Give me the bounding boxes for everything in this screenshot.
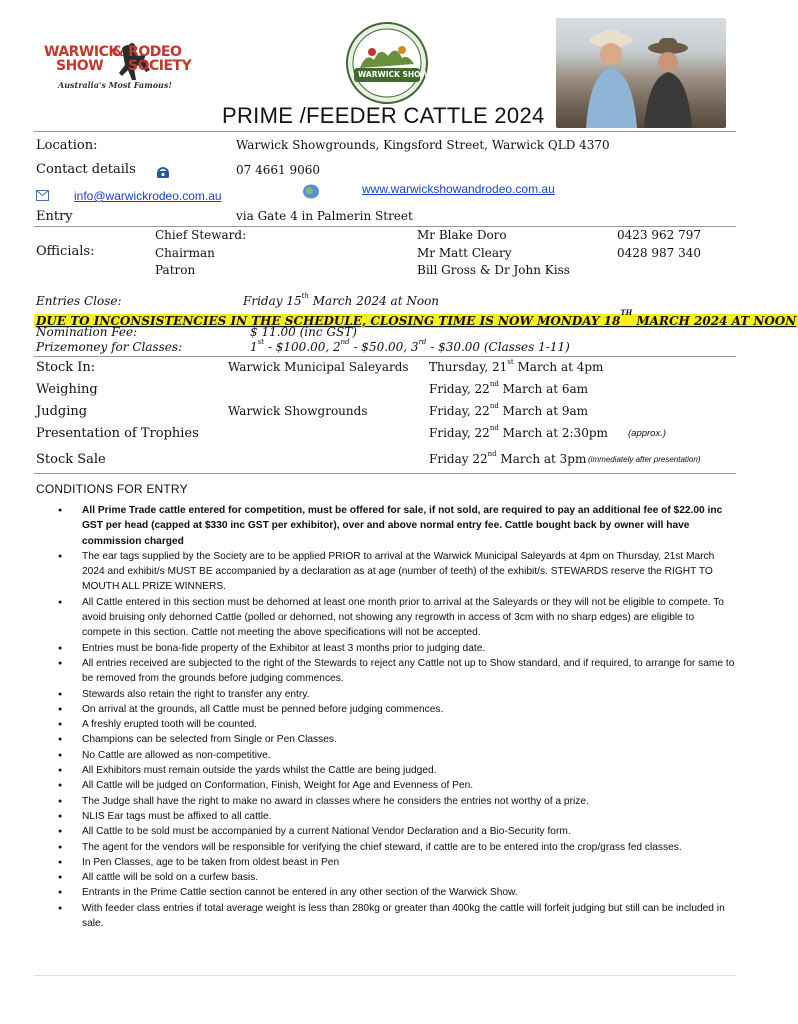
- schedule-label: Stock Sale: [36, 452, 106, 467]
- list-item: ● The ear tags supplied by the Society are to be applied PRIOR to arrival at the Warwick Municipal Saleyards at 4pm on Thursday, 21st March 2024 and exhibit/s MUST BE accompanied by a declaration as at age (number of teeth) of the exhibit/s. STEWARDS reserve the RIGHT TO MOUTH ALL PRIZE WINNERS.: [36, 549, 736, 595]
- entries-close-value: Friday 15th March 2024 at Noon: [243, 292, 440, 308]
- schedule-label: Stock In:: [36, 360, 96, 375]
- footer-divider: [34, 975, 736, 976]
- nomination-value: $ 11.00 (inc GST): [250, 325, 357, 339]
- schedule-divider: [34, 356, 736, 357]
- schedule-label: Weighing: [36, 382, 98, 397]
- prizemoney-label: Prizemoney for Classes:: [36, 340, 183, 354]
- entry-value: via Gate 4 in Palmerin Street: [236, 209, 413, 223]
- list-item: ● Entrants in the Prime Cattle section cannot be entered in any other section of the Warwick Show.: [36, 885, 736, 900]
- list-item: ● All Cattle to be sold must be accompanied by a current National Vendor Declaration and a Bio-Security form.: [36, 824, 736, 839]
- schedule-when: Friday, 22nd March at 2:30pm: [429, 424, 608, 440]
- list-item: ● In Pen Classes, age to be taken from oldest beast in Pen: [36, 855, 736, 870]
- schedule-when: Friday 22nd March at 3pm: [429, 450, 587, 466]
- list-item: ● All cattle will be sold on a curfew basis.: [36, 870, 736, 885]
- conditions-list: [36, 503, 736, 931]
- logo-word-3: SHOW: [56, 58, 104, 74]
- phone-number: 07 4661 9060: [236, 163, 320, 177]
- conditions-heading: CONDITIONS FOR ENTRY: [36, 482, 188, 496]
- globe-icon: [302, 184, 320, 203]
- society-logo: [44, 40, 194, 96]
- logo-word-2: & RODEO: [112, 44, 182, 60]
- list-item: ● With feeder class entries if total average weight is less than 280kg or greater than 400kg the cattle will forfeit judging but still can be included in sale.: [36, 901, 736, 932]
- schedule-when: Thursday, 21st March at 4pm: [429, 358, 604, 374]
- entries-close-label: Entries Close:: [36, 294, 122, 308]
- center-logo-text: WARWICK SHOW: [358, 70, 429, 79]
- prizemoney-value: 1st - $100.00, 2nd - $50.00, 3rd - $30.00 (Classes 1-11): [250, 338, 570, 354]
- nomination-label: Nomination Fee:: [36, 325, 138, 339]
- warwick-show-logo: [346, 22, 428, 104]
- official-name: Bill Gross & Dr John Kiss: [417, 263, 570, 277]
- title-divider: [34, 131, 736, 132]
- official-phone: 0423 962 797: [617, 228, 701, 242]
- list-item: ● A freshly erupted tooth will be counted.: [36, 717, 736, 732]
- logo-tagline: Australia's Most Famous!: [58, 80, 172, 90]
- officials-label: Officials:: [36, 244, 95, 259]
- schedule-when: Friday, 22nd March at 9am: [429, 402, 589, 418]
- official-phone: 0428 987 340: [617, 246, 701, 260]
- page-title: PRIME /FEEDER CATTLE 2024: [222, 103, 545, 128]
- official-name: Mr Matt Cleary: [417, 246, 512, 260]
- list-item: ● All Exhibitors must remain outside the yards whilst the Cattle are being judged.: [36, 763, 736, 778]
- schedule-label: Presentation of Trophies: [36, 426, 199, 441]
- email-icon: [36, 186, 49, 205]
- logo-word-1: WARWICK: [44, 44, 119, 60]
- list-item: ● NLIS Ear tags must be affixed to all cattle.: [36, 809, 736, 824]
- officials-divider: [34, 226, 736, 227]
- schedule-venue: Warwick Municipal Saleyards: [228, 360, 409, 374]
- list-item: ● The Judge shall have the right to make no award in classes where he considers the entries not worthy of a prize.: [36, 794, 736, 809]
- list-item: ● No Cattle are allowed as non-competitive.: [36, 748, 736, 763]
- logo-word-4: SOCIETY: [128, 58, 192, 74]
- officials-photo: [556, 18, 726, 128]
- list-item: ● The agent for the vendors will be responsible for verifying the chief steward, if cattle are to be entered into the crop/grass fed classes.: [36, 840, 736, 855]
- list-item: ● All Prime Trade cattle entered for competition, must be offered for sale, if not sold, are required to pay an additional fee of $22.00 inc GST per head (capped at $330 inc GST per exhibitor), over and above normal entry fee. Cattle bought back by owner will have commission charged: [36, 503, 736, 549]
- list-item: ● All Cattle will be judged on Conformation, Finish, Weight for Age and Evenness of Pen.: [36, 778, 736, 793]
- email-link[interactable]: info@warwickrodeo.com.au: [74, 189, 222, 203]
- list-item: ● On arrival at the grounds, all Cattle must be penned before judging commences.: [36, 702, 736, 717]
- official-role: Chief Steward:: [155, 228, 247, 242]
- website-link[interactable]: www.warwickshowandrodeo.com.au: [362, 182, 555, 196]
- official-role: Patron: [155, 263, 196, 277]
- list-item: ● All Cattle entered in this section must be dehorned at least one month prior to arrival at the Saleyards or they will not be eligible to compete. To avoid bruising only dehorned Cattle (polled or dehorned, not showing any regrowth in access of 3cm with no sharp edges) are eligible to compete in this section. Cattle not meeting the above specifications will not be accepted.: [36, 595, 736, 641]
- conditions-section: [36, 482, 736, 931]
- list-item: ● Entries must be bona-fide property of the Exhibitor at least 3 months prior to judging date.: [36, 641, 736, 656]
- location-value: Warwick Showgrounds, Kingsford Street, Warwick QLD 4370: [236, 138, 610, 152]
- schedule-when: Friday, 22nd March at 6am: [429, 380, 589, 396]
- conditions-divider: [34, 473, 736, 474]
- schedule-venue: Warwick Showgrounds: [228, 404, 368, 418]
- schedule-note: (approx.): [628, 428, 667, 439]
- official-name: Mr Blake Doro: [417, 228, 507, 242]
- closing-time-notice: DUE TO INCONSISTENCIES IN THE SCHEDULE, CLOSING TIME IS NOW MONDAY 18TH MARCH 2024 AT NOON: [36, 308, 797, 328]
- list-item: ● Stewards also retain the right to transfer any entry.: [36, 687, 736, 702]
- list-item: ● All entries received are subjected to the right of the Stewards to reject any Cattle not up to Show standard, and if required, to arrange for same to be removed from the grounds before judging commences.: [36, 656, 736, 687]
- contact-label: Contact details: [36, 162, 136, 177]
- location-label: Location:: [36, 138, 98, 153]
- schedule-note: (immediately after presentation): [588, 455, 701, 464]
- official-role: Chairman: [155, 246, 215, 260]
- phone-icon: [156, 164, 170, 183]
- schedule-label: Judging: [36, 404, 88, 419]
- list-item: ● Champions can be selected from Single or Pen Classes.: [36, 732, 736, 747]
- entry-label: Entry: [36, 209, 73, 224]
